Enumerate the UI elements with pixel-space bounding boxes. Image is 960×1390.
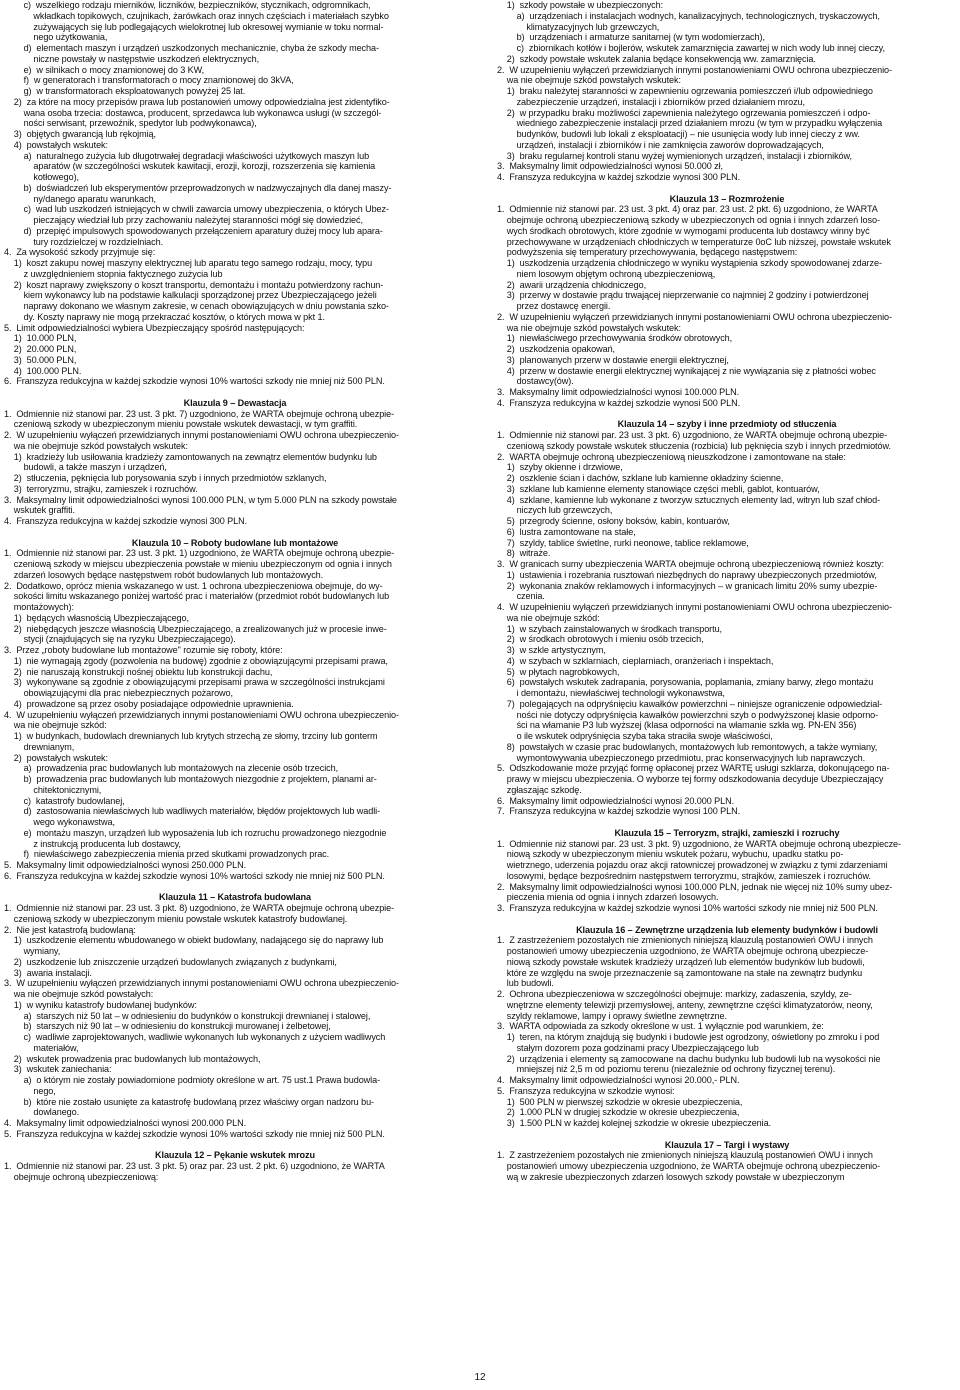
text-line: 3. W uzupełnieniu wyłączeń przewidzianych innymi postanowieniami OWU ochrona ubezpieczenio- xyxy=(4,978,399,989)
text-line: 6) lustra zamontowane na stałe, xyxy=(497,526,636,537)
text-line: 4) w szybach w szklarniach, cieplarniach, oranżeriach i inspektach, xyxy=(497,655,774,666)
clause-heading: Klauzula 15 – Terroryzm, strajki, zamieszki i rozruchy xyxy=(614,827,840,838)
text-line: zabezpieczenie urządzeń, instalacji i zbiorników przed działaniem mrozu, xyxy=(497,96,805,107)
text-line: 5. Franszyza redukcyjna w szkodzie wynosi: xyxy=(497,1085,675,1096)
text-line: 2) wykonania znaków reklamowych i informacyjnych – w granicach limitu 20% sumy ubezpie- xyxy=(497,580,878,591)
text-line: 5. Limit odpowiedzialności wybiera Ubezpieczający spośród następujących: xyxy=(4,322,305,333)
page-number: 12 xyxy=(474,1372,486,1383)
text-line: 1) szkody powstałe w ubezpieczonych: xyxy=(497,0,664,10)
text-line: 3. Maksymalny limit odpowiedzialności wynosi 100.000 PLN, w tym 5.000 PLN na szkody powstałe xyxy=(4,494,397,505)
text-line: 1. Odmiennie niż stanowi par. 23 ust. 3 pkt. 5) oraz par. 23 ust. 2 pkt. 6) uzgodniono, że WARTA xyxy=(4,1161,385,1171)
text-line: budynków, budowli lub lokali z eksploatacji) – nie usunięcia wody lub innej cieczy z ww. xyxy=(497,129,860,139)
clause-heading: Klauzula 13 – Rozmrożenie xyxy=(669,193,785,204)
text-line: wa nie obejmuje szkód powstałych wskutek: xyxy=(497,322,681,333)
text-line: z uwzględnieniem stopnia faktycznego zużycia lub xyxy=(4,268,223,279)
text-line: 2) w przypadku braku możliwości zapewnienia należytego ogrzewania pomieszczeń i odpo- xyxy=(497,107,871,118)
text-line: o ile wskutek odpryśnięcia szyba taka straciła swoje właściwości, xyxy=(497,731,773,741)
text-line: 4. Za wysokość szkody przyjmuje się: xyxy=(4,247,156,258)
text-line: nego, xyxy=(4,1085,56,1096)
text-line: pieczenia mienia od ognia i innych zdarzeń losowych. xyxy=(497,892,719,903)
text-line: 3. Przez „roboty budowlane lub montażowe" rozumie się roboty, które: xyxy=(4,645,283,655)
text-line: 1) w budynkach, budowlach drewnianych lub krytych strzechą ze słomy, trzciny lub gonterm xyxy=(4,731,378,741)
text-line: 4. Maksymalny limit odpowiedzialności wynosi 200.000 PLN. xyxy=(4,1118,247,1128)
clause-heading: Klauzula 12 – Pękanie wskutek mrozu xyxy=(155,1150,315,1161)
text-line: przechowywane w urządzeniach chłodniczych w temperaturze 0oC lub niższej, powstałe wskutek xyxy=(497,236,891,247)
text-line: b) prowadzenia prac budowlanych lub montażowych niezgodnie z projektem, planami ar- xyxy=(4,774,377,784)
text-line: 3) awaria instalacji. xyxy=(4,967,92,978)
text-line: urządzeń, instalacji i zbiorników i nie zamknięcia zaworów doprowadzających, xyxy=(497,139,824,150)
text-line: d) przepięć impulsowych spowodowanych przełączeniem aparatury dużej mocy lub apara- xyxy=(4,225,383,236)
text-line: 1) w szybach zainstalowanych w środkach transportu, xyxy=(497,623,722,634)
text-line: wą w zakresie ubezpieczonych zdarzeń losowych szkody powstałe w ubezpieczonym xyxy=(497,1171,845,1182)
text-line: wa nie obejmuje szkód powstałych wskutek: xyxy=(497,75,681,86)
text-line: sokości limitu wskazanego poniżej wartość prac i materiałów (przedmiot robót budowlanych lub xyxy=(4,591,390,602)
text-line: prawy w miejscu ubezpieczenia. O wyborze tej formy odszkodowania decyduje Ubezpieczający xyxy=(497,774,884,784)
text-line: 1. Odmiennie niż stanowi par. 23 ust. 3 pkt. 1) uzgodniono, że WARTA obejmuje ochroną ubezpie- xyxy=(4,548,395,559)
text-line: czeniową szkody w miejscu ubezpieczenia powstałe w mieniu ubezpieczonym od ognia i innych xyxy=(4,559,392,569)
text-line: zgłaszając szkodę. xyxy=(497,784,582,795)
clause-heading: Klauzula 14 – szyby i inne przedmioty od stłuczenia xyxy=(617,419,837,430)
clause-heading: Klauzula 11 – Katastrofa budowlana xyxy=(159,892,311,903)
text-line: a) starszych niż 50 lat – w odniesieniu do budynków o konstrukcji drewnianej i stalowej, xyxy=(4,1010,371,1021)
text-line: a) urządzeniach i instalacjach wodnych, kanalizacyjnych, technologicznych, tryskaczowych, xyxy=(497,10,880,21)
text-line: ności serwisant, przewoźnik, spedytor lub podwykonawca), xyxy=(4,118,257,129)
text-line: wa nie obejmuje szkód powstałych: xyxy=(4,989,154,999)
text-line: 6. Franszyza redukcyjna w każdej szkodzie wynosi 10% wartości szkody nie mniej niż 500 PLN. xyxy=(4,870,385,881)
text-line: które ze względu na swoje przeznaczenie są zamontowane na stałe na zewnątrz budynku xyxy=(497,967,863,978)
text-line: stałym dozorem poza godzinami pracy Ubezpieczającego lub xyxy=(497,1042,759,1053)
text-line: 4. Franszyza redukcyjna w każdej szkodzie wynosi 300 PLN. xyxy=(4,516,248,526)
text-line: 3) braku regularnej kontroli stanu wyżej wymienionych urządzeń, instalacji i zbiorników, xyxy=(497,150,852,161)
text-line: e) w silnikach o mocy znamionowej do 3 KW, xyxy=(4,64,205,75)
text-line: materiałów, xyxy=(4,1042,79,1053)
text-line: 6) powstałych wskutek zadrapania, porysowania, poplamania, zmiany barwy, złego montażu xyxy=(497,677,874,688)
text-line: 4) przerw w dostawie energii elektrycznej wynikającej z nie wywiązania się z płatności wobec xyxy=(497,365,876,376)
text-line: 4. W uzupełnieniu wyłączeń przewidzianych innymi postanowieniami OWU ochrona ubezpieczenio- xyxy=(4,709,399,720)
text-line: 1) braku należytej staranności w zapewnieniu ogrzewania pomieszczeń i/lub odpowiedniego xyxy=(497,86,873,96)
text-line: 1) teren, na którym znajdują się budynki i budowle jest ogrodzony, oświetlony po zmroku i pod xyxy=(497,1032,880,1042)
text-line: podwyższenia się temperatury przechowywania, będącego następstwem: xyxy=(497,247,798,258)
text-line: 1) kradzieży lub usiłowania kradzieży zamontowanych na zewnątrz elementów budynku lub xyxy=(4,451,377,462)
text-line: b) doświadczeń lub eksperymentów przeprowadzonych w nadzwyczajnych dla danej maszy- xyxy=(4,182,392,193)
text-line: dostawcy(ów). xyxy=(497,376,574,387)
text-line: 1) będących własnością Ubezpieczającego, xyxy=(4,612,189,623)
text-line: i demontażu, niewłaściwej technologii wykonawstwa, xyxy=(497,688,725,698)
text-line: 8) powstałych w czasie prac budowlanych, montażowych lub remontowych, a także wymiany, xyxy=(497,741,878,752)
text-line: b) starszych niż 90 lat – w odniesieniu do konstrukcji murowanej i żelbetowej, xyxy=(4,1021,331,1032)
text-line: g) w transformatorach eksploatowanych powyżej 25 lat. xyxy=(4,86,246,96)
text-line: wa nie obejmuje szkód: xyxy=(4,720,107,731)
text-line: 3. WARTA odpowiada za szkody określone w ust. 1 wyłącznie pod warunkiem, że: xyxy=(497,1021,824,1032)
text-line: 1. Odmiennie niż stanowi par. 23 ust. 3 pkt. 8) uzgodniono, że WARTA obejmuje ochroną ubezpie- xyxy=(4,903,395,913)
text-line: chitektonicznymi, xyxy=(4,784,102,795)
text-line: szyldy reklamowe, lampy i oprawy świetlne zewnętrzne. xyxy=(497,1010,727,1021)
text-line: 2) nie naruszają konstrukcji nośnej obiektu lub konstrukcji dachu, xyxy=(4,666,273,677)
text-line: czenia. xyxy=(497,591,545,602)
text-line: 3. Maksymalny limit odpowiedzialności wynosi 50.000 zł, xyxy=(497,161,723,172)
text-line: 4) powstałych wskutek: xyxy=(4,139,108,150)
text-line: 7) szyldy, tablice świetlne, rurki neonowe, tablice reklamowe, xyxy=(497,537,749,548)
text-line: 1) 10.000 PLN, xyxy=(4,333,77,344)
text-line: 3. Maksymalny limit odpowiedzialności wynosi 100.000 PLN. xyxy=(497,387,740,397)
text-line: niczych lub grzewczych, xyxy=(497,505,613,516)
blank-line xyxy=(4,1140,466,1151)
text-line: 1. Z zastrzeżeniem pozostałych nie zmienionych niniejszą klauzulą postanowień OWU i innych xyxy=(497,935,873,946)
text-line: 2. Nie jest katastrofą budowlaną: xyxy=(4,924,136,935)
text-line: 1) nie wymagają zgody (pozwolenia na budowę) zgodnie z obowiązującymi przepisami prawa, xyxy=(4,655,388,666)
text-line: wkładkach topikowych, czujnikach, żarówkach oraz innych częściach i materiałach szybko xyxy=(4,10,389,21)
text-line: budowli, a także maszyn i urządzeń, xyxy=(4,462,167,473)
text-line: 2) awarii urządzenia chłodniczego, xyxy=(497,279,647,290)
text-line: wego wykonawstwa, xyxy=(4,817,115,827)
text-line: 1. Odmiennie niż stanowi par. 23 ust. 3 pkt. 4) oraz par. 23 ust. 2 pkt. 6) uzgodniono, że WARTA xyxy=(497,204,878,215)
text-line: 4. Maksymalny limit odpowiedzialności wynosi 20.000,- PLN. xyxy=(497,1075,740,1085)
text-line: f) niewłaściwego zabezpieczenia mienia przed skutkami prowadzonych prac. xyxy=(4,849,330,860)
text-line: czeniową szkody w ubezpieczonym mieniu powstałe wskutek dewastacji, w tym graffiti. xyxy=(4,419,358,430)
text-line: wa nie obejmuje szkód: xyxy=(497,612,600,623)
text-line: b) urządzeniach i armaturze sanitarnej (w tym wodomierzach), xyxy=(497,32,765,43)
text-line: 3) wykonywane są zgodnie z obowiązującymi przepisami prawa w szczególności instrukcjami xyxy=(4,677,385,688)
text-line: 2. W uzupełnieniu wyłączeń przewidzianych innymi postanowieniami OWU ochrona ubezpieczenio- xyxy=(4,430,399,440)
text-line: 3) 50.000 PLN, xyxy=(4,354,77,365)
text-line: wymiany, xyxy=(4,946,61,956)
text-line: zużywających się lub podlegających wielokrotnej lub okresowej wymianie w toku normal- xyxy=(4,21,384,32)
text-line: a) o którym nie zostały powiadomione podmioty określone w art. 75 ust.1 Prawa budowla- xyxy=(4,1075,381,1085)
text-line: 2) koszt naprawy zwiększony o koszt transportu, demontażu i montażu potwierdzony rachun- xyxy=(4,279,384,290)
text-line: czeniową szkody w ubezpieczonym mieniu powstałe wskutek katastrofy budowlanej. xyxy=(4,913,348,924)
blank-line xyxy=(497,409,957,420)
text-line: 1) uszkodzenie elementu wbudowanego w obiekt budowlany, nadającego się do naprawy lub xyxy=(4,935,384,946)
text-line: 3) 1.500 PLN w każdej kolejnej szkodzie w okresie ubezpieczenia. xyxy=(497,1118,772,1128)
text-line: 2) wskutek prowadzenia prac budowlanych lub montażowych, xyxy=(4,1053,261,1064)
text-line: wa nie obejmuje szkód powstałych wskutek: xyxy=(4,440,188,451)
text-line: klimatyzacyjnych lub grzewczych, xyxy=(497,21,660,32)
text-line: niową szkody powstałe wskutek kradzieży urządzeń lub elementów budynków lub budowli, xyxy=(497,956,865,967)
text-line: 5. Maksymalny limit odpowiedzialności wynosi 250.000 PLN. xyxy=(4,860,247,870)
text-line: obejmuje ochroną ubezpieczeniową: xyxy=(4,1171,159,1182)
text-line: 6. Maksymalny limit odpowiedzialności wynosi 20.000 PLN. xyxy=(497,795,735,806)
text-line: 4. Franszyza redukcyjna w każdej szkodzie wynosi 300 PLN. xyxy=(497,172,741,182)
text-line: a) prowadzenia prac budowlanych lub montażowych na zlecenie osób trzecich, xyxy=(4,763,339,774)
text-line: 2. Maksymalny limit odpowiedzialności wynosi 100.000 PLN, jednak nie więcej niż 10% sumy ubez- xyxy=(497,881,893,892)
blank-line xyxy=(4,882,466,893)
text-line: 1. Z zastrzeżeniem pozostałych nie zmienionych niniejszą klauzulą postanowień OWU i innych xyxy=(497,1150,873,1161)
blank-line xyxy=(497,1129,957,1140)
text-line: 2) 20.000 PLN, xyxy=(4,344,77,354)
text-line: 3) przerwy w dostawie prądu trwającej nieprzerwanie co najmniej 2 godziny i potwierdzonej xyxy=(497,290,869,301)
text-line: nego użytkowania, xyxy=(4,32,108,43)
text-line: 5. Odszkodowanie może przyjąć formę opłaconej przez WARTĘ usługi szklarza, dokonującego na- xyxy=(497,763,890,774)
text-line: kotłowego), xyxy=(4,172,79,182)
text-line: 5) w płytach nagrobkowych, xyxy=(497,666,620,677)
text-line: 2) uszkodzenia opakowań, xyxy=(497,344,615,354)
text-line: 2) za które na mocy przepisów prawa lub postanowień umowy odpowiedzialna jest zidentyfiko- xyxy=(4,96,390,107)
text-line: a) naturalnego zużycia lub długotrwałej degradacji właściwości użytkowych maszyn lub xyxy=(4,150,370,161)
text-line: 5. Franszyza redukcyjna w każdej szkodzie wynosi 10% wartości szkody nie mniej niż 500 PLN. xyxy=(4,1128,385,1139)
text-line: zdarzeń losowych będące następstwem robót budowlanych lub montażowych. xyxy=(4,569,324,580)
blank-line xyxy=(4,527,466,538)
text-line: kiem wykonawcy lub na podstawie kalkulacji sporządzonej przez Ubezpieczającego jeżeli xyxy=(4,290,377,301)
text-line: 3) terroryzmu, strajku, zamieszek i rozruchów. xyxy=(4,483,198,494)
text-line: 1) ustawienia i rozebrania rusztowań niezbędnych do naprawy ubezpieczonych przedmiotów, xyxy=(497,569,877,580)
left-column xyxy=(4,0,466,1183)
text-line: dowlanego. xyxy=(4,1107,80,1118)
text-line: 3) szklane lub kamienne elementy stanowiące części mebli, gablot, kontuarów, xyxy=(497,483,820,494)
text-line: 2. W uzupełnieniu wyłączeń przewidzianych innymi postanowieniami OWU ochrona ubezpieczenio- xyxy=(497,64,892,75)
text-line: c) wadliwie zaprojektowanych, wadliwie wykonanych lub wykonanych z użyciem wadliwych xyxy=(4,1032,386,1042)
text-line: przez dostawcę energii. xyxy=(497,301,611,311)
text-line: 4) prowadzone są przez osoby posiadające odpowiednie uprawnienia. xyxy=(4,698,294,709)
text-line: 1) 500 PLN w pierwszej szkodzie w okresie ubezpieczenia, xyxy=(497,1096,743,1107)
text-line: 2. W uzupełnieniu wyłączeń przewidzianych innymi postanowieniami OWU ochrona ubezpieczenio- xyxy=(497,311,892,322)
text-line: 3) w szkle artystycznym, xyxy=(497,645,606,655)
text-line: 3. W granicach sumy ubezpieczenia WARTA obejmuje ochroną ubezpieczeniową również koszty: xyxy=(497,559,884,569)
clause-heading: Klauzula 16 – Zewnętrzne urządzenia lub elementy budynków i budowli xyxy=(576,924,878,935)
blank-line xyxy=(497,817,957,828)
text-line: 4) szklane, kamienne lub wykonane z tworzyw sztucznych elementy lad, witryn lub szaf chłod- xyxy=(497,494,881,505)
text-line: stycji (znajdujących się na ryzyku Ubezpieczającego). xyxy=(4,634,236,645)
text-line: 2) w środkach obrotowych i mieniu osób trzecich, xyxy=(497,634,704,645)
text-line: c) wszelkiego rodzaju mierników, liczników, bezpieczników, stycznikach, odgromnikach, xyxy=(4,0,371,10)
text-line: ny/danego aparatu warunkach, xyxy=(4,193,156,204)
text-line: montażowych): xyxy=(4,602,74,612)
text-line: c) katastrofy budowlanej, xyxy=(4,795,125,806)
text-line: tury rozdzielczej w rozdzielniach. xyxy=(4,236,164,247)
text-line: 1) w wyniku katastrofy budowlanej budynków: xyxy=(4,999,197,1010)
text-line: wych środkach obrotowych, które zgodnie w wymogami producenta lub dostawcy winny być xyxy=(497,225,870,236)
text-line: 2) szkody powstałe wskutek zalania będące konsekwencją ww. zamarznięcia. xyxy=(497,53,816,64)
text-line: 2. WARTA obejmuje ochroną ubezpieczeniową nieuszkodzone i zamontowane na stałe: xyxy=(497,451,846,462)
text-line: 2. Ochrona ubezpieczeniowa w szczególności obejmuje: markizy, zadaszenia, szyldy, ze- xyxy=(497,989,852,999)
text-line: 7) polegających na odpryśnięciu kawałków powierzchni – niniejsze ograniczenie odpowiedzial- xyxy=(497,698,883,709)
blank-line xyxy=(497,183,957,194)
text-line: czeniową szkody powstałe wskutek stłuczenia (rozbicia) lub pęknięcia szyb i innych przedmiotów. xyxy=(497,440,891,451)
text-line: obejmuje ochroną ubezpieczeniową szkody w ubezpieczonych od ognia i innych zdarzeń loso- xyxy=(497,215,880,225)
text-line: d) zastosowania niewłaściwych lub wadliwych materiałów, błędów projektowych lub wadli- xyxy=(4,806,381,817)
clause-heading: Klauzula 10 – Roboty budowlane lub montażowe xyxy=(131,537,339,548)
text-line: wskutek graffiti. xyxy=(4,505,75,516)
text-line: 2) uszkodzenie lub zniszczenie urządzeń budowlanych związanych z budynkami, xyxy=(4,956,337,967)
text-line: postanowień umowy ubezpieczenia uzgodniono, że WARTA obejmuje ochroną ubezpiecze- xyxy=(497,946,869,956)
text-line: 1. Odmiennie niż stanowi par. 23 ust. 3 pkt. 6) uzgodniono, że WARTA obejmuje ochroną ubezpie- xyxy=(497,430,888,440)
text-line: wana osoba trzecia: dostawca, producent, sprzedawca lub wykonawca usługi (w szczegól- xyxy=(4,107,382,118)
text-line: 3. Franszyza redukcyjna w każdej szkodzie wynosi 10% wartości szkody nie mniej niż 500 PLN. xyxy=(497,903,878,913)
text-line: c) zbiornikach kotłów i bojlerów, wskutek zamarznięcia zawartej w nich wody lub innej cieczy, xyxy=(497,43,885,53)
text-line: 4. W uzupełnieniu wyłączeń przewidzianych innymi postanowieniami OWU ochrona ubezpieczenio- xyxy=(497,602,892,612)
text-line: 5) przegrody ścienne, osłony boksów, kabin, kontuarów, xyxy=(497,516,730,526)
blank-line xyxy=(497,914,957,925)
text-line: mniejszej niż 2,5 m od poziomu terenu (niezależnie od ochrony fizycznej terenu). xyxy=(497,1064,836,1075)
blank-line xyxy=(4,387,466,398)
text-line: e) montażu maszyn, urządzeń lub wyposażenia lub ich rozruchu prowadzonego niezgodnie xyxy=(4,827,387,838)
text-line: c) wad lub uszkodzeń istniejących w chwili zawarcia umowy ubezpieczenia, o których Ubez- xyxy=(4,204,389,215)
text-line: 1) koszt zakupu nowej maszyny elektrycznej lub aparatu tego samego rodzaju, mocy, typu xyxy=(4,258,373,268)
text-line: 4. Franszyza redukcyjna w każdej szkodzie wynosi 500 PLN. xyxy=(497,397,741,408)
text-line: 2) 1.000 PLN w drugiej szkodzie w okresie ubezpieczenia, xyxy=(497,1107,740,1118)
text-line: 1) szyby okienne i drzwiowe, xyxy=(497,462,623,473)
text-line: naprawy dokonano we własnym zakresie, w cenach obowiązujących w dniu powstania szko- xyxy=(4,301,389,311)
text-line: ści na włamanie P3 lub wyższej (klasa odporności na włamanie szkła wg. PN-EN 356) xyxy=(497,720,857,731)
text-line: 3) objętych gwarancją lub rękojmią, xyxy=(4,129,156,139)
text-line: 2) powstałych wskutek: xyxy=(4,752,108,763)
text-line: wietrznego, uderzenia pojazdu oraz akcji ratowniczej prowadzonej w związku z tymi zdarzeniami xyxy=(497,860,888,870)
text-line: lub budowli. xyxy=(497,978,554,989)
text-line: f) w generatorach i transformatorach o mocy znamionowej do 3kVA, xyxy=(4,75,294,86)
text-line: 1. Odmiennie niż stanowi par. 23 ust. 3 pkt. 7) uzgodniono, że WARTA obejmuje ochroną ubezpie- xyxy=(4,408,395,419)
text-line: 1. Odmiennie niż stanowi par. 23 ust. 3 pkt. 9) uzgodniono, że WARTA obejmuje ochroną ubezpiecze- xyxy=(497,838,901,849)
text-line: 1) uszkodzenia urządzenia chłodniczego w wyniku wystąpienia szkody spowodowanej zdarze- xyxy=(497,258,882,268)
text-line: wnętrzne elementy telewizji przemysłowej, anteny, zewnętrzne części klimatyzatorów, neony, xyxy=(497,999,873,1010)
text-line: 1) niewłaściwego przechowywania środków obrotowych, xyxy=(497,333,733,344)
text-line: 2) niebędących jeszcze własnością Ubezpieczającego, a zrealizowanych już w procesie inwe- xyxy=(4,623,387,634)
text-line: 7. Franszyza redukcyjna w każdej szkodzie wynosi 100 PLN. xyxy=(497,806,741,817)
text-line: niem losowym objętym ochroną ubezpieczeniową, xyxy=(497,268,716,279)
text-line: aparatów (w szczególności wskutek kawitacji, erozji, korozji, rozszerzenia się kamienia xyxy=(4,161,376,172)
text-line: 3) wskutek zaniechania: xyxy=(4,1064,112,1075)
clause-heading: Klauzula 9 – Dewastacja xyxy=(183,397,287,408)
text-line: wymontowywania ubezpieczonego przedmiotu, prac konserwacyjnych lub naprawczych. xyxy=(497,752,866,763)
text-line: z instrukcją producenta lub dostawcy, xyxy=(4,838,181,849)
text-line: 2) urządzenia i elementy są zamocowane na dachu budynku lub budowli lub na wysokości nie xyxy=(497,1053,881,1064)
text-line: d) elementach maszyn i urządzeń uszkodzonych mechanicznie, chyba że szkody mecha- xyxy=(4,43,379,53)
text-line: b) które nie zostało usunięte za katastrofę budowlaną przez właściwy organ nadzoru bu- xyxy=(4,1096,374,1107)
text-line: ności nie dotyczy odpryśnięcia kawałków powierzchni szyb o podwyższonej klasie odporno- xyxy=(497,709,879,720)
text-line: niczne powstały w następstwie uszkodzeń elektrycznych, xyxy=(4,53,260,64)
text-line: 2. Dodatkowo, oprócz mienia wskazanego w ust. 1 ochrona ubezpieczeniowa obejmuje, do wy- xyxy=(4,580,383,591)
text-line: pieczający wiedział lub przy zachowaniu należytej staranności mógł się dowiedzieć, xyxy=(4,215,363,225)
text-line: 4) 100.000 PLN. xyxy=(4,365,82,376)
right-column xyxy=(497,0,957,1183)
text-line: niową szkody w ubezpieczonym mieniu wskutek pożaru, wybuchu, upadku statku po- xyxy=(497,849,844,860)
text-line: 2) stłuczenia, pęknięcia lub porysowania szyb i innych przedmiotów szklanych, xyxy=(4,473,327,483)
text-line: 6. Franszyza redukcyjna w każdej szkodzie wynosi 10% wartości szkody nie mniej niż 500 PLN. xyxy=(4,376,385,387)
text-line: dy. Koszty naprawy nie mogą przekraczać kosztów, o których mowa w pkt 1. xyxy=(4,311,325,322)
text-line: 8) witraże. xyxy=(497,548,551,559)
text-line: obowiązującymi dla prac niebezpiecznych pożarowo, xyxy=(4,688,233,698)
text-line: drewnianym, xyxy=(4,741,75,752)
text-line: 2) oszklenie ścian i dachów, szklane lub kamienne okładziny ścienne, xyxy=(497,473,784,483)
clause-heading: Klauzula 17 – Targi i wystawy xyxy=(664,1139,790,1150)
text-line: 3) planowanych przerw w dostawie energii elektrycznej, xyxy=(497,354,729,365)
text-line: wiedniego zabezpieczenie instalacji przed działaniem mrozu (w tym w przypadku wyłączenia xyxy=(497,118,883,129)
text-line: losowymi, będące bezpośrednim następstwem terroryzmu, strajków, zamieszek i rozruchów. xyxy=(497,870,871,881)
text-line: postanowień umowy ubezpieczenia uzgodniono, że WARTA obejmuje ochroną ubezpieczenio- xyxy=(497,1161,881,1171)
